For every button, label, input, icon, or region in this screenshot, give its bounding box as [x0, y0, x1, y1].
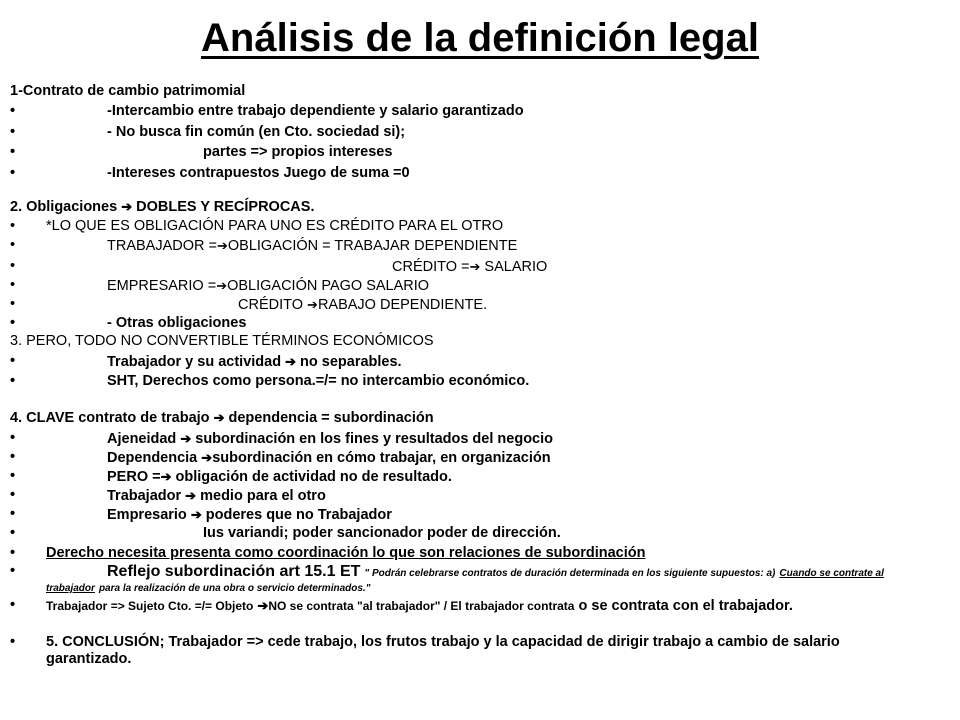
section-2-heading: 2. Obligaciones ➔ DOBLES Y RECÍPROCAS. [10, 199, 315, 215]
arrow-right-icon: ➔ [307, 297, 318, 312]
slide-title: Análisis de la definición legal [201, 16, 759, 60]
conclusion-item: • 5. CONCLUSIÓN; Trabajador => cede trabajo, los frutos trabajo y la capacidad de dirigir trabajo a cambio de salario garantizado. [10, 634, 840, 667]
arrow-right-icon: ➔ [285, 354, 297, 369]
arrow-right-icon: ➔ [180, 431, 192, 446]
arrow-right-icon: ➔ [201, 450, 213, 465]
arrow-right-icon: ➔ [190, 507, 202, 522]
arrow-right-icon: ➔ [160, 469, 172, 484]
arrow-right-icon: ➔ [469, 259, 481, 274]
list-item-art-15: • Reflejo subordinación art 15.1 ET " Podrán celebrarse contratos de duración determinada en los siguiente supuestos: a) Cuando se contrate al trabajador para la realización de una obra o servicio determinados." [10, 563, 884, 594]
section-1-heading: 1-Contrato de cambio patrimomial [10, 83, 246, 99]
arrow-right-icon: ➔ [216, 278, 228, 293]
arrow-right-icon: ➔ [185, 488, 197, 503]
arrow-right-icon: ➔ [216, 238, 228, 253]
arrow-right-icon: ➔ [213, 410, 225, 425]
arrow-right-icon: ➔ [121, 199, 133, 214]
arrow-right-icon: ➔ [257, 598, 269, 613]
section-3-heading: 3. PERO, TODO NO CONVERTIBLE TÉRMINOS ECONÓMICOS [10, 333, 434, 349]
section-4-heading: 4. CLAVE contrato de trabajo ➔ dependencia = subordinación [10, 410, 434, 426]
